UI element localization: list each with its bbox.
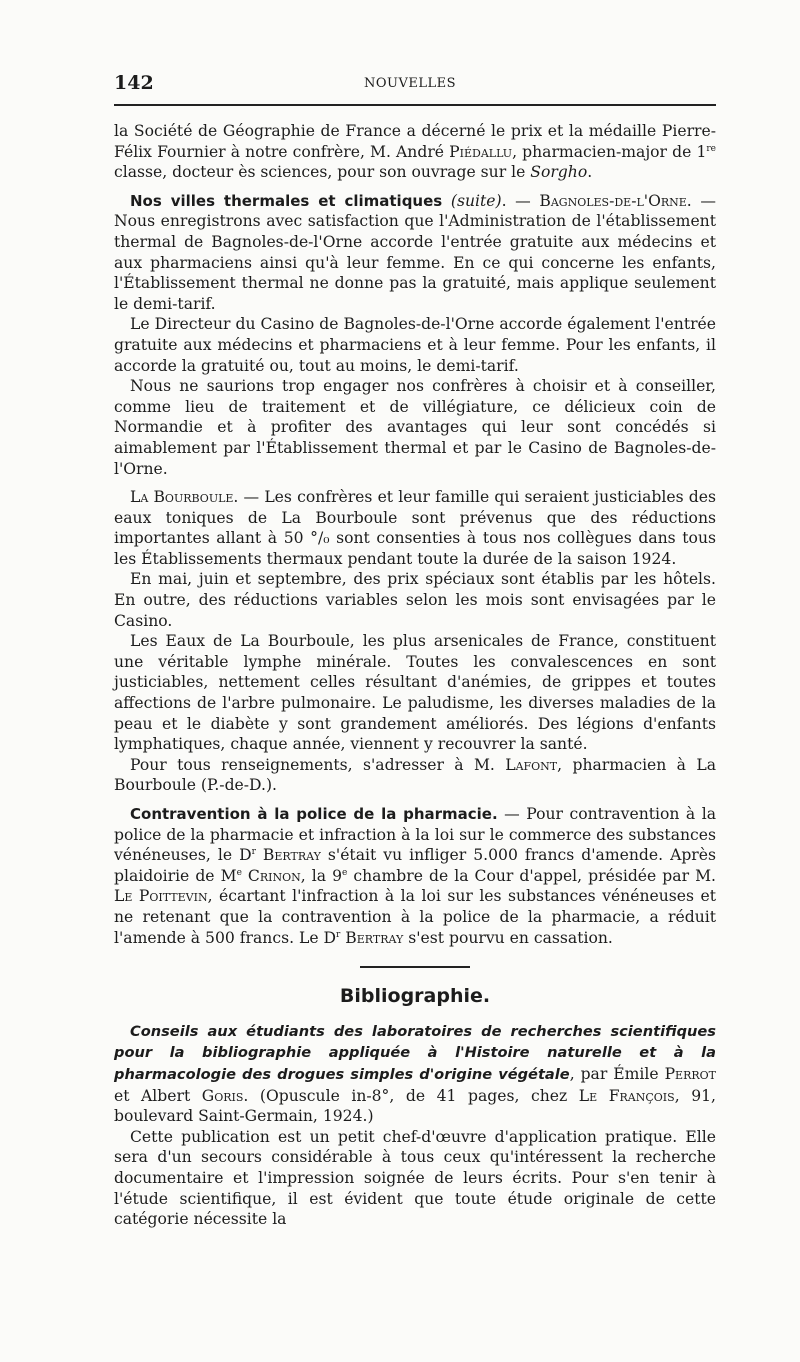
section-contravention: Contravention à la police de la pharmacie. — Pour contravention à la police de la pharmacie et infraction à la loi sur le commerce des substances vénéneuses, le $D^r$ Bertray s'était vu infliger 5.000 francs d'amende. Après plaidoirie de Me Crinon, la 9e chambre de la Cour d'appel, présidée par M. Le Poittevin, écartant l'infraction à la loi sur les substances vénéneuses et ne retenant que la contravention à la police de la pharmacie, a réduit l'amende à 500 francs. Le $D^r$ Bertray s'est pourvu en cassation. [114,805,717,947]
paragraph: Cette publication est un petit chef-d'œuvre d'application pratique. Elle sera d'un secours considérable à tous ceux qu'intéressent la recherche documentaire et l'impression soignée de leurs écrits. Pour s'en tenir à l'étude scientifique, il est évident que toute étude originale de cette catégorie nécessite la [114,1127,716,1229]
author-name: Perrot [664,1064,717,1083]
paragraph-award: la Société de Géographie de France a décerné le prix et la médaille Pierre-Félix Fournier à notre confrère, M. André Piédallu, pharmacien-major de 1re classe, docteur ès sciences, pour son ouvrage sur le Sorgho. [114,122,717,182]
section-thermal-towns: Nos villes thermales et climatiques (suite). — Bagnoles-de-l'Orne. — Nous enregistrons avec satisfaction que l'Administration de l'établissement thermal de Bagnoles-de-l'Orne accorde l'entrée gratuite aux médecins et aux pharmaciens ainsi qu'à leur femme. En ce qui concerne les enfants, l'Établissement thermal ne donne pas la gratuité, mais applique seulement le demi-tarif. [114,191,716,313]
body-text [114,121,716,1230]
publisher-name: Le François [578,1086,675,1105]
author-name: Goris [201,1086,244,1105]
person-name: Bertray [340,928,404,947]
person-name: Crinon [241,866,301,885]
person-name: Le Poittevin [114,887,208,906]
header-rule [114,104,716,106]
paragraph: Les Eaux de La Bourboule, les plus arsenicales de France, constituent une véritable lymphe minérale. Toutes les convalescences en sont justiciables, nettement celles résultant d'anémies, de grippes et toutes affections de l'arbre pulmonaire. Le paludisme, les diverses maladies de la peau et le diabète y sont grandement améliorés. Des légions d'enfants lymphatiques, chaque année, viennent y recouvrer la santé. [114,632,716,754]
section-heading: Contravention à la police de la pharmacie. [130,805,498,823]
paragraph: Le Directeur du Casino de Bagnoles-de-l'Orne accorde également l'entrée gratuite aux médecins et pharmaciens et à leur femme. Pour les enfants, il accorde la gratuité ou, tout au moins, le demi-tarif. [114,315,716,375]
person-name: Bertray [255,846,321,865]
bibliography-entry: Conseils aux étudiants des laboratoires de recherches scientifiques pour la bibliographie appliquée à l'Histoire naturelle et à la pharmacologie des drogues simples d'origine végétale, par Émile Perrot et Albert Goris. (Opuscule in-8°, de 41 pages, chez Le François, 91, boulevard Saint-Germain, 1924.) [114,1022,717,1126]
section-divider [360,966,470,968]
place-name: La Bourboule [130,488,234,507]
page-header [114,72,716,98]
section-heading: Nos villes thermales et climatiques [130,191,443,210]
bibliography-heading: Bibliographie. [339,985,491,1008]
running-title: NOUVELLES [364,76,457,91]
place-name: Bagnoles-de-l'Orne [539,191,687,210]
paragraph: En mai, juin et septembre, des prix spéciaux sont établis par les hôtels. En outre, des réductions variables selon les mois sont envisagées par le Casino. [114,570,716,630]
section-la-bourboule: La Bourboule. — Les confrères et leur famille qui seraient justiciables des eaux toniques de La Bourboule sont prévenus que des réductions importantes allant à 50 °/₀ sont consenties à tous nos collègues dans tous les Établissements thermaux pendant toute la durée de la saison 1924. [114,488,716,568]
book-title: Conseils aux étudiants des laboratoires de recherches scientifiques pour la bibliographie appliquée à l'Histoire naturelle et à la pharmacologie des drogues simples d'origine végétale [114,1022,716,1083]
person-name: Piédallu [449,142,513,161]
paragraph: Pour tous renseignements, s'adresser à M. Lafont, pharmacien à La Bourboule (P.-de-D.). [114,755,716,795]
person-name: Lafont [505,755,558,774]
work-title: Sorgho [530,163,588,182]
paragraph: Nous ne saurions trop engager nos confrères à choisir et à conseiller, comme lieu de traitement et de villégiature, ce délicieux coin de Normandie et à profiter des avantages qui leur sont concédés si aimablement par l'Établissement thermal et par le Casino de Bagnoles-de-l'Orne. [114,377,716,478]
page-number: 142 [114,72,154,94]
